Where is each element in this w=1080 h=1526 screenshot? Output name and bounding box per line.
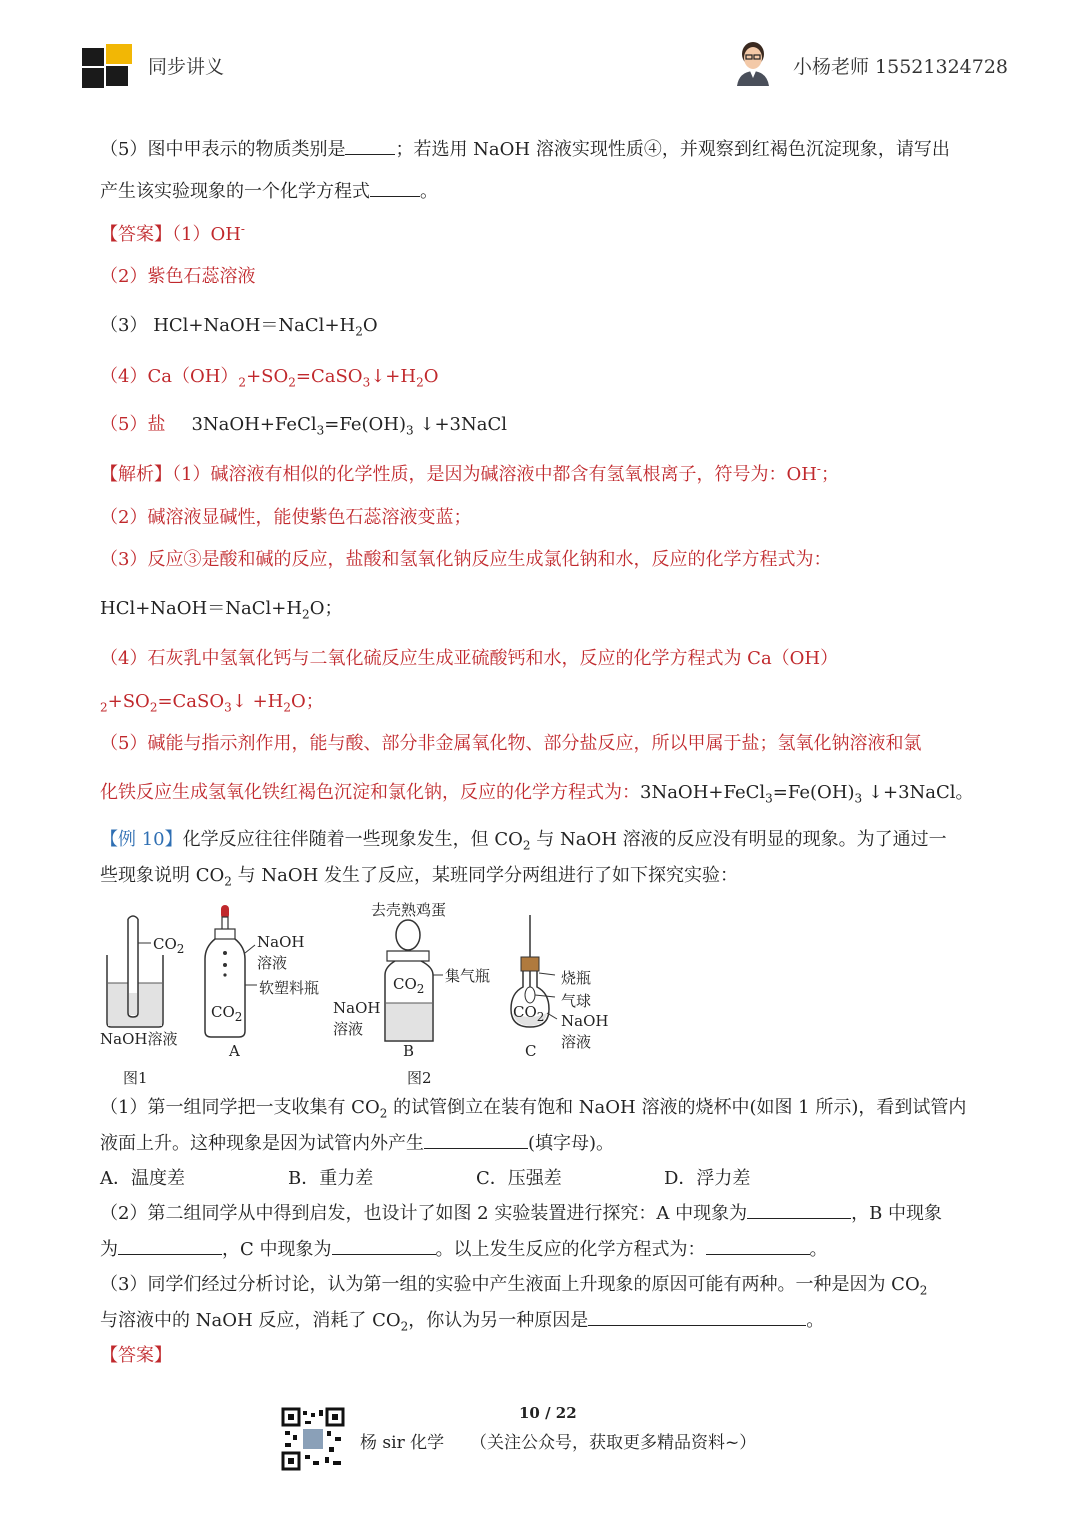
c-balloon-label: 气球 (561, 992, 592, 1010)
fig1-caption: 图1 (123, 1069, 148, 1087)
answer-blank[interactable] (370, 180, 420, 197)
answer-a5: （5）盐 $3NaOH+FeCl_3=Fe(OH)_3$ ↓+3NaCl (100, 414, 508, 438)
answer-blank[interactable] (747, 1202, 851, 1219)
q2-line2: 为 ，C 中现象为 。以上发生反应的化学方程式为： 。 (100, 1239, 828, 1260)
answer-blank[interactable] (706, 1238, 810, 1255)
logo-icon (80, 42, 136, 90)
example10-line2: 些现象说明 $CO_2$ 与 NaOH 发生了反应，某班同学分两组进行了如下探究实验： (100, 865, 739, 889)
footer-note: （关注公众号，获取更多精品资料~） (470, 1433, 757, 1453)
option-a: A．温度差 (100, 1168, 185, 1189)
q1-line1: （1）第一组同学把一支收集有 $CO_2$ 的试管倒立在装有饱和 NaOH 溶液的烧杯中(如图 1 所示)，看到试管内 (100, 1097, 967, 1121)
b-co2-label: $CO_2$ (393, 975, 425, 996)
answer-blank[interactable] (588, 1309, 806, 1326)
c-naoh-label: NaOH (561, 1012, 609, 1030)
q1-options (100, 1167, 750, 1191)
c-flask-label: 烧瓶 (561, 969, 592, 987)
a-naoh-label: NaOH (257, 933, 305, 951)
analysis-p4: （4）石灰乳中氢氧化钙与二氧化硫反应生成亚硫酸钙和水，反应的化学方程式为 Ca（OH） (100, 648, 839, 669)
answer-blank[interactable] (332, 1238, 436, 1255)
q-answer-tag: 【答案】 (100, 1345, 172, 1366)
c-letter: C (525, 1042, 537, 1060)
b-letter: B (403, 1042, 415, 1060)
analysis-p5: （5）碱能与指示剂作用，能与酸、部分非金属氧化物、部分盐反应，所以甲属于盐；氢氧化钠溶液和氯 (100, 733, 922, 754)
answer-a4: $(4)Ca(OH)_2+SO_2=CaSO_3↓+H_2O$ (100, 366, 439, 390)
a-solution-label: 溶液 (257, 954, 288, 972)
q3-line1: （3）同学们经过分析讨论，认为第一组的实验中产生液面上升现象的原因可能有两种。一种是因为 $CO_2$ (100, 1274, 928, 1298)
answer-a1: 【答案】（1）OH- (100, 222, 245, 245)
answer-blank[interactable] (345, 138, 395, 155)
answer-a2: （2）紫色石蕊溶液 (100, 266, 256, 287)
q1-line2: 液面上升。这种现象是因为试管内外产生 (填字母)。 (100, 1133, 615, 1154)
example10-line1: 【例 10】化学反应往往伴随着一些现象发生，但 $CO_2$ 与 NaOH 溶液的反应没有明显的现象。为了通过一 (100, 829, 947, 853)
teacher-contact: 小杨老师 15521324728 (793, 56, 1009, 78)
fig1-solution-label: NaOH溶液 (100, 1030, 178, 1048)
option-b: B．重力差 (288, 1168, 374, 1189)
analysis-p2: （2）碱溶液显碱性，能使紫色石蕊溶液变蓝； (100, 507, 472, 528)
option-c: C．压强差 (476, 1168, 562, 1189)
page-number: 10 / 22 (519, 1404, 577, 1422)
b-egg-label: 去壳熟鸡蛋 (371, 901, 447, 919)
analysis-p1: 【解析】（1）碱溶液有相似的化学性质，是因为碱溶液中都含有氢氧根离子，符号为：OH-； (100, 462, 839, 485)
analysis-p5-line2: 化铁反应生成氢氧化铁红褐色沉淀和氯化钠，反应的化学方程式为：$3NaOH+FeCl_3=Fe(OH)_3$ ↓+3NaCl。 (100, 782, 974, 806)
a-letter: A (229, 1042, 240, 1060)
c-co2-label: $CO_2$ (513, 1003, 545, 1024)
b-solution-label: 溶液 (333, 1020, 364, 1038)
qr-code-icon (281, 1407, 345, 1471)
fig1-co2-label: $CO_2$ (153, 935, 185, 956)
answer-blank[interactable] (424, 1132, 528, 1149)
a-bottle-label: 软塑料瓶 (259, 979, 320, 997)
option-d: D．浮力差 (664, 1168, 751, 1189)
experiment-figure (95, 895, 635, 1095)
avatar (733, 40, 773, 86)
answer-blank[interactable] (118, 1238, 222, 1255)
footer-brand: 杨 sir 化学 (360, 1433, 445, 1453)
b-jar-label: 集气瓶 (445, 967, 491, 985)
analysis-p4-equation: $_2+SO_2=CaSO_3↓ +H_2O$； (100, 691, 324, 715)
analysis-p3-equation: $HCl+NaOH=NaCl+H_2O$； (100, 598, 343, 622)
q2-line1: （2）第二组同学从中得到启发，也设计了如图 2 实验装置进行探究：A 中现象为 ，B 中现象 (100, 1203, 943, 1224)
b-naoh-label: NaOH (333, 999, 381, 1017)
c-solution-label: 溶液 (561, 1033, 592, 1051)
header (0, 0, 1080, 100)
q5-line2: 产生该实验现象的一个化学方程式 。 (100, 181, 438, 202)
a-co2-label: $CO_2$ (211, 1003, 243, 1024)
q3-line2: 与溶液中的 NaOH 反应，消耗了 $CO_2$，你认为另一种原因是 。 (100, 1310, 825, 1334)
fig2-caption: 图2 (407, 1069, 432, 1087)
header-title: 同步讲义 (148, 56, 225, 78)
analysis-p3: （3）反应③是酸和碱的反应，盐酸和氢氧化钠反应生成氯化钠和水，反应的化学方程式为： (100, 549, 832, 570)
figure-drawings (95, 895, 635, 1095)
answer-a3: （3） $HCl+NaOH=NaCl+H_2O$ (100, 315, 378, 339)
q5-line1: （5）图中甲表示的物质类别是 ；若选用 NaOH 溶液实现性质④，并观察到红褐色沉淀现象，请写出 (100, 139, 950, 160)
